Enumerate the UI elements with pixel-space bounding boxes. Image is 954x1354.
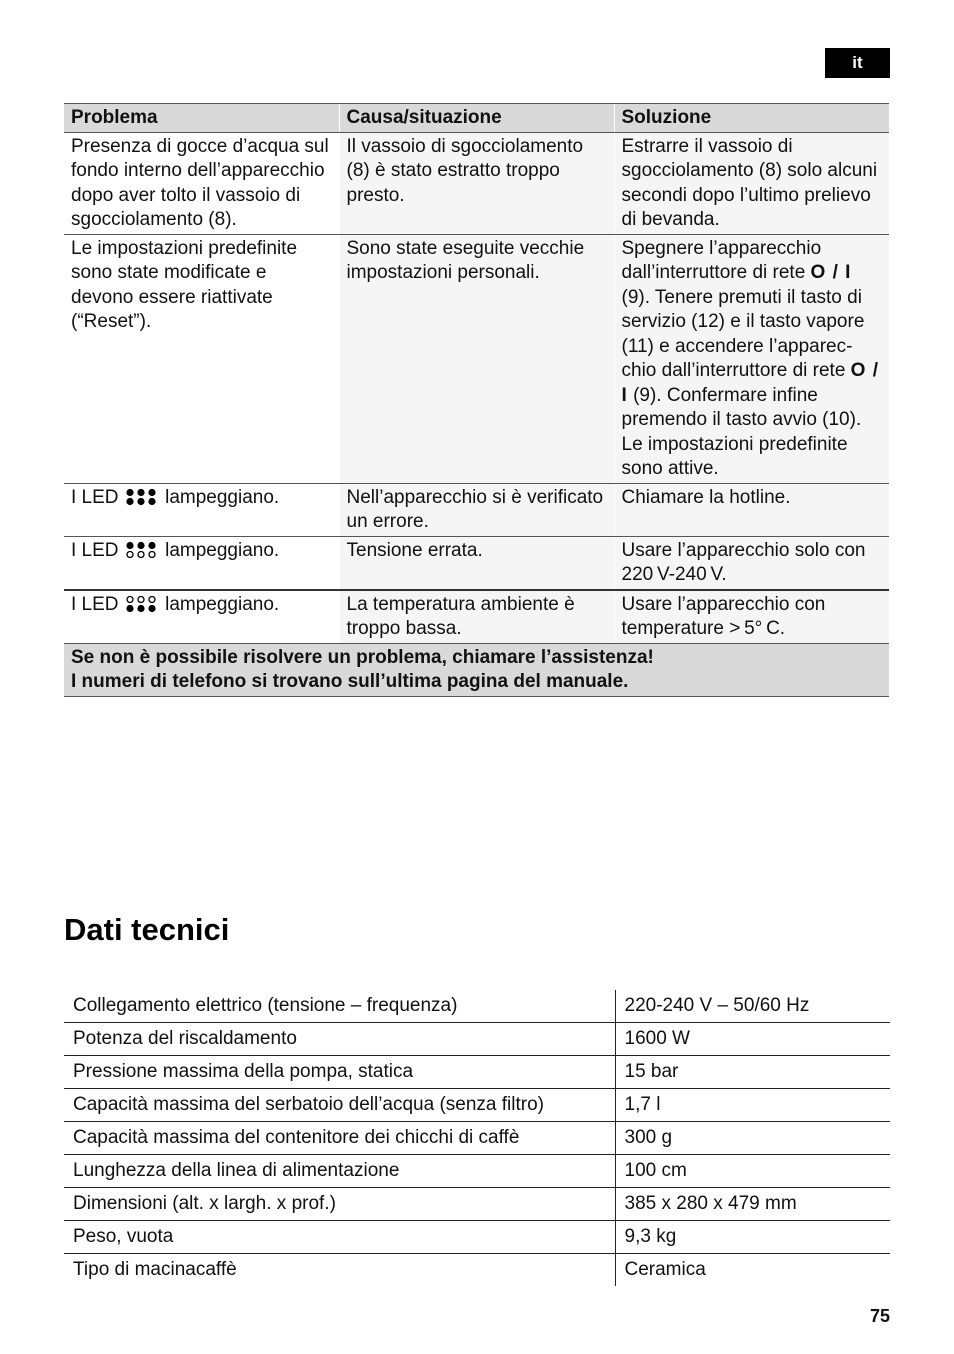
table-row: [64, 990, 890, 1023]
spec-label: Tipo di macinacaffè: [73, 1259, 237, 1280]
spec-value: Ceramica: [615, 1254, 890, 1287]
spec-value: 15 bar: [615, 1056, 890, 1089]
solution-cell: [614, 234, 889, 483]
spec-label: Collegamento elettrico (tensione – frequenza): [64, 990, 615, 1023]
table-row: [64, 1155, 890, 1188]
solution-cell: Usare l’apparecchio con temperature > 5° C.: [614, 590, 889, 644]
note-row: [64, 643, 889, 696]
troubleshooting-table: [64, 103, 889, 697]
spec-value: 385 x 280 x 479 mm: [615, 1188, 890, 1221]
solution-text: (9). Tenere premuti il tasto di servizio (12) e il tasto vapore (11) e accendere l’apparec-chio dall’interruttore di rete: [621, 286, 865, 381]
table-row: [64, 483, 889, 536]
table-row: [64, 1188, 890, 1221]
note-line: Se non è possibile risolvere un problema, chiamare l’assistenza!: [71, 646, 654, 668]
problem-cell: Presenza di gocce d’acqua sul fondo interno dell’apparecchio dopo aver tolto il vassoio di sgocciolamento (8).: [64, 132, 339, 234]
power-switch-symbol: O / I: [621, 360, 880, 406]
page-number: 75: [869, 1306, 890, 1326]
table-row: [64, 1089, 890, 1122]
cause-cell: La temperatura ambiente è troppo bassa.: [339, 590, 614, 644]
problem-suffix: lampeggiano.: [165, 486, 280, 508]
spec-value: 100 cm: [615, 1155, 890, 1188]
cause-cell: Il vassoio di sgocciolamento (8) è stato estratto troppo presto.: [339, 132, 614, 234]
problem-prefix: I LED: [71, 593, 119, 615]
problem-suffix: lampeggiano.: [165, 539, 280, 561]
problem-cell: [64, 536, 339, 590]
table-row: [64, 1056, 890, 1089]
spec-value: 1600 W: [615, 1023, 890, 1056]
table-row: [64, 590, 889, 644]
solution-cell: Chiamare la hotline.: [614, 483, 889, 536]
led-top-filled-icon: [125, 541, 157, 559]
led-all-filled-icon: [125, 488, 157, 506]
led-bottom-filled-icon: [125, 595, 157, 613]
power-switch-symbol: O / I: [810, 262, 852, 283]
spec-label: Capacità massima del serbatoio dell’acqua (senza filtro): [64, 1089, 615, 1122]
language-badge: it: [825, 48, 890, 78]
table-header-row: [64, 104, 889, 133]
solution-text: Spegnere l’apparecchio dall’interruttore di rete: [621, 237, 822, 283]
header-problem: Problema: [64, 104, 339, 133]
problem-prefix: I LED: [71, 539, 119, 561]
spec-value: 220-240 V – 50/60 Hz: [615, 990, 890, 1023]
spec-label: Potenza del riscaldamento: [64, 1023, 615, 1056]
spec-label: Pressione massima della pompa, statica: [64, 1056, 615, 1089]
table-row: [64, 1122, 890, 1155]
spec-label: Lunghezza della linea di alimentazione: [64, 1155, 615, 1188]
problem-prefix: I LED: [71, 486, 119, 508]
table-row: [64, 536, 889, 590]
problem-cell: [64, 590, 339, 644]
cause-cell: Sono state eseguite vecchie impostazioni personali.: [339, 234, 614, 483]
table-row: [64, 234, 889, 483]
spec-label: Peso, vuota: [64, 1221, 615, 1254]
note-line: I numeri di telefono si trovano sull’ultima pagina del manuale.: [71, 671, 629, 692]
header-solution: Soluzione: [614, 104, 889, 133]
tech-specs-table: [64, 990, 890, 1286]
problem-cell: Le impostazioni predefinite sono state modificate e devono essere riattivate (“Reset”).: [64, 234, 339, 483]
spec-value: 9,3 kg: [615, 1221, 890, 1254]
section-title: Dati tecnici: [64, 912, 230, 947]
table-row: [64, 1023, 890, 1056]
cause-cell: Tensione errata.: [339, 536, 614, 590]
spec-label: Dimensioni (alt. x largh. x prof.): [64, 1188, 615, 1221]
table-row: [64, 1254, 890, 1287]
spec-value: 300 g: [615, 1122, 890, 1155]
spec-value: 1,7 l: [615, 1089, 890, 1122]
solution-text: (9). Confermare infine premendo il tasto avvio (10). Le impostazioni predefinite sono attive.: [621, 384, 862, 479]
solution-cell: Usare l’apparecchio solo con 220 V-240 V.: [614, 536, 889, 590]
solution-cell: Estrarre il vassoio di sgocciolamento (8) solo alcuni secondi dopo l’ultimo prelievo di bevanda.: [614, 132, 889, 234]
spec-label: Capacità massima del contenitore dei chicchi di caffè: [64, 1122, 615, 1155]
header-cause: Causa/situazione: [339, 104, 614, 133]
assistance-note: [64, 643, 889, 696]
problem-suffix: lampeggiano.: [165, 593, 280, 615]
problem-cell: [64, 483, 339, 536]
table-row: [64, 132, 889, 234]
table-row: [64, 1221, 890, 1254]
cause-cell: Nell’apparecchio si è verificato un errore.: [339, 483, 614, 536]
